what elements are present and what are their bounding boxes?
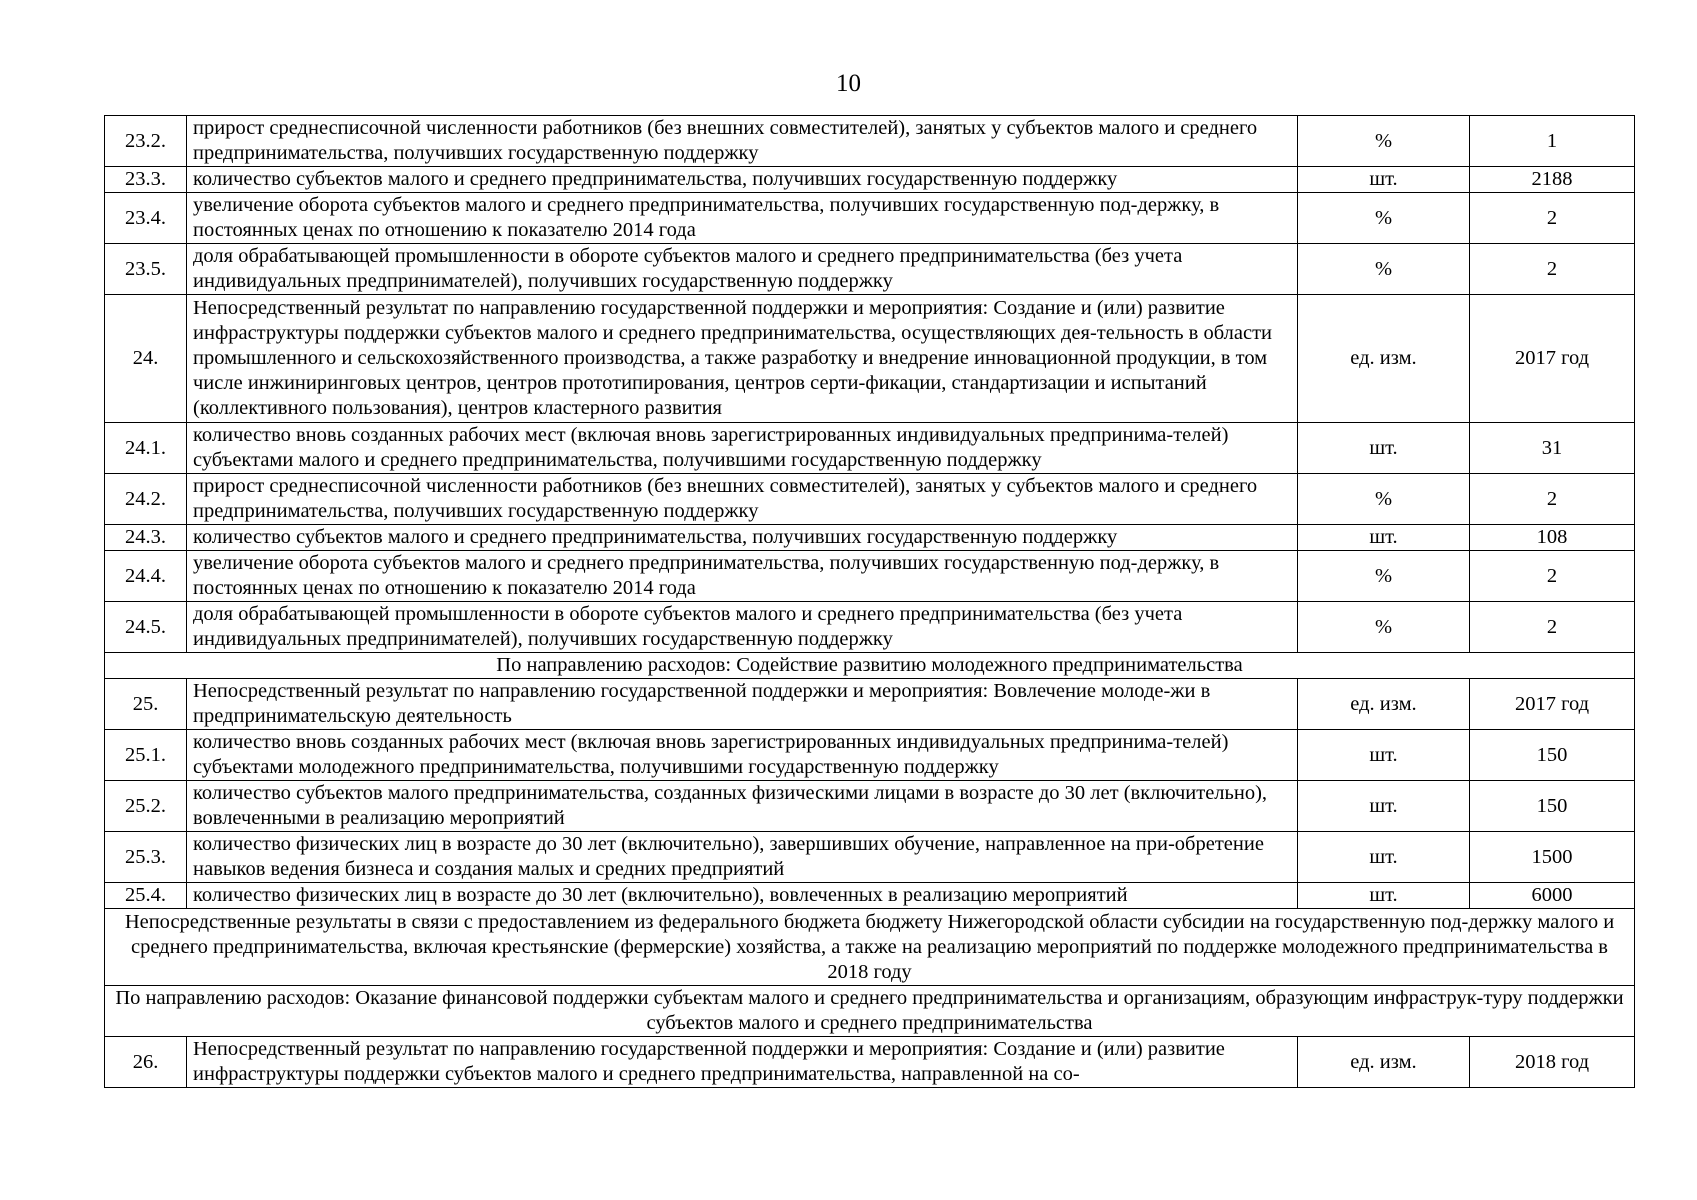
row-number: 25. xyxy=(105,679,187,730)
row-value: 108 xyxy=(1470,525,1635,551)
row-number: 24.3. xyxy=(105,525,187,551)
table-row xyxy=(105,193,1635,244)
row-description: количество физических лиц в возрасте до 30 лет (включительно), завершивших обучение, направленное на при-обретение навыков ведения бизнеса и создания малых и средних предприятий xyxy=(187,832,1298,883)
row-description: доля обрабатывающей промышленности в обороте субъектов малого и среднего предпринимательства (без учета индивидуальных предпринимателей), получивших государственную поддержку xyxy=(187,244,1298,295)
row-value: 150 xyxy=(1470,781,1635,832)
section-heading: По направлению расходов: Оказание финансовой поддержки субъектам малого и среднего предпринимательства и организациям, образующим инфраструк-туру поддержки субъектов малого и среднего предпринимательства xyxy=(105,986,1635,1037)
row-unit: % xyxy=(1298,474,1470,525)
row-description: количество вновь созданных рабочих мест (включая вновь зарегистрированных индивидуальных предпринима-телей) субъектами молодежного предпринимательства, получившими государственную поддержку xyxy=(187,730,1298,781)
row-number: 25.3. xyxy=(105,832,187,883)
table-row xyxy=(105,244,1635,295)
row-value: 2 xyxy=(1470,474,1635,525)
row-unit: % xyxy=(1298,602,1470,653)
row-unit: шт. xyxy=(1298,167,1470,193)
row-number: 25.1. xyxy=(105,730,187,781)
section-heading: Непосредственные результаты в связи с предоставлением из федерального бюджета бюджету Нижегородской области субсидии на государственную под-держку малого и среднего предпринимательства, включая крестьянские (фермерские) хозяйства, а также на реализацию мероприятий по поддержке молодежного предпринимательства в 2018 году xyxy=(105,909,1635,986)
row-unit: шт. xyxy=(1298,883,1470,909)
table-row xyxy=(105,1037,1635,1088)
row-value: 6000 xyxy=(1470,883,1635,909)
indicators-table xyxy=(104,115,1635,1088)
row-number: 23.5. xyxy=(105,244,187,295)
table-row xyxy=(105,525,1635,551)
row-description: количество субъектов малого и среднего предпринимательства, получивших государственную поддержку xyxy=(187,167,1298,193)
row-description: увеличение оборота субъектов малого и среднего предпринимательства, получивших государственную под-держку, в постоянных ценах по отношению к показателю 2014 года xyxy=(187,551,1298,602)
row-number: 25.4. xyxy=(105,883,187,909)
row-value: 2018 год xyxy=(1470,1037,1635,1088)
row-value: 1 xyxy=(1470,116,1635,167)
row-unit: % xyxy=(1298,551,1470,602)
row-number: 24.1. xyxy=(105,423,187,474)
row-number: 24.4. xyxy=(105,551,187,602)
row-description: увеличение оборота субъектов малого и среднего предпринимательства, получивших государственную под-держку, в постоянных ценах по отношению к показателю 2014 года xyxy=(187,193,1298,244)
row-description: Непосредственный результат по направлению государственной поддержки и мероприятия: Вовлечение молоде-жи в предпринимательскую деятельность xyxy=(187,679,1298,730)
table-row xyxy=(105,295,1635,423)
table-row xyxy=(105,551,1635,602)
row-number: 24.2. xyxy=(105,474,187,525)
row-number: 23.4. xyxy=(105,193,187,244)
row-value: 2 xyxy=(1470,602,1635,653)
row-unit: ед. изм. xyxy=(1298,679,1470,730)
row-unit: шт. xyxy=(1298,525,1470,551)
row-number: 25.2. xyxy=(105,781,187,832)
page-number: 10 xyxy=(836,70,861,97)
row-number: 23.3. xyxy=(105,167,187,193)
row-description: прирост среднесписочной численности работников (без внешних совместителей), занятых у субъектов малого и среднего предпринимательства, получивших государственную поддержку xyxy=(187,116,1298,167)
row-value: 2017 год xyxy=(1470,679,1635,730)
row-unit: % xyxy=(1298,244,1470,295)
row-unit: % xyxy=(1298,116,1470,167)
row-description: доля обрабатывающей промышленности в обороте субъектов малого и среднего предпринимательства (без учета индивидуальных предпринимателей), получивших государственную поддержку xyxy=(187,602,1298,653)
row-unit: шт. xyxy=(1298,832,1470,883)
table-row xyxy=(105,167,1635,193)
table-row xyxy=(105,781,1635,832)
table-row xyxy=(105,116,1635,167)
section-heading: По направлению расходов: Содействие развитию молодежного предпринимательства xyxy=(105,653,1635,679)
table-row xyxy=(105,883,1635,909)
row-value: 150 xyxy=(1470,730,1635,781)
row-value: 1500 xyxy=(1470,832,1635,883)
row-description: Непосредственный результат по направлению государственной поддержки и мероприятия: Создание и (или) развитие инфраструктуры поддержки субъектов малого и среднего предпринимательства, осуществляющих дея-тельность в области промышленного и сельскохозяйственного производства, а также разработку и внедрение инновационной продукции, в том числе инжиниринговых центров, центров прототипирования, центров серти-фикации, стандартизации и испытаний (коллективного пользования), центров кластерного развития xyxy=(187,295,1298,423)
row-description: количество физических лиц в возрасте до 30 лет (включительно), вовлеченных в реализацию мероприятий xyxy=(187,883,1298,909)
row-unit: шт. xyxy=(1298,781,1470,832)
row-description: Непосредственный результат по направлению государственной поддержки и мероприятия: Создание и (или) развитие инфраструктуры поддержки субъектов малого и среднего предпринимательства, направленной на со- xyxy=(187,1037,1298,1088)
row-value: 2 xyxy=(1470,193,1635,244)
table-row xyxy=(105,602,1635,653)
table-row xyxy=(105,832,1635,883)
row-unit: ед. изм. xyxy=(1298,1037,1470,1088)
row-unit: % xyxy=(1298,193,1470,244)
row-description: прирост среднесписочной численности работников (без внешних совместителей), занятых у субъектов малого и среднего предпринимательства, получивших государственную поддержку xyxy=(187,474,1298,525)
row-value: 2188 xyxy=(1470,167,1635,193)
row-value: 2017 год xyxy=(1470,295,1635,423)
section-row xyxy=(105,653,1635,679)
table-row xyxy=(105,679,1635,730)
section-row xyxy=(105,909,1635,986)
row-unit: шт. xyxy=(1298,423,1470,474)
row-number: 23.2. xyxy=(105,116,187,167)
row-description: количество субъектов малого и среднего предпринимательства, получивших государственную поддержку xyxy=(187,525,1298,551)
row-value: 31 xyxy=(1470,423,1635,474)
row-value: 2 xyxy=(1470,244,1635,295)
row-unit: ед. изм. xyxy=(1298,295,1470,423)
row-number: 24. xyxy=(105,295,187,423)
row-unit: шт. xyxy=(1298,730,1470,781)
row-value: 2 xyxy=(1470,551,1635,602)
table-row xyxy=(105,474,1635,525)
row-number: 24.5. xyxy=(105,602,187,653)
row-number: 26. xyxy=(105,1037,187,1088)
row-description: количество субъектов малого предпринимательства, созданных физическими лицами в возрасте до 30 лет (включительно), вовлеченными в реализацию мероприятий xyxy=(187,781,1298,832)
section-row xyxy=(105,986,1635,1037)
table-row xyxy=(105,730,1635,781)
row-description: количество вновь созданных рабочих мест (включая вновь зарегистрированных индивидуальных предпринима-телей) субъектами малого и среднего предпринимательства, получившими государственную поддержку xyxy=(187,423,1298,474)
table-row xyxy=(105,423,1635,474)
